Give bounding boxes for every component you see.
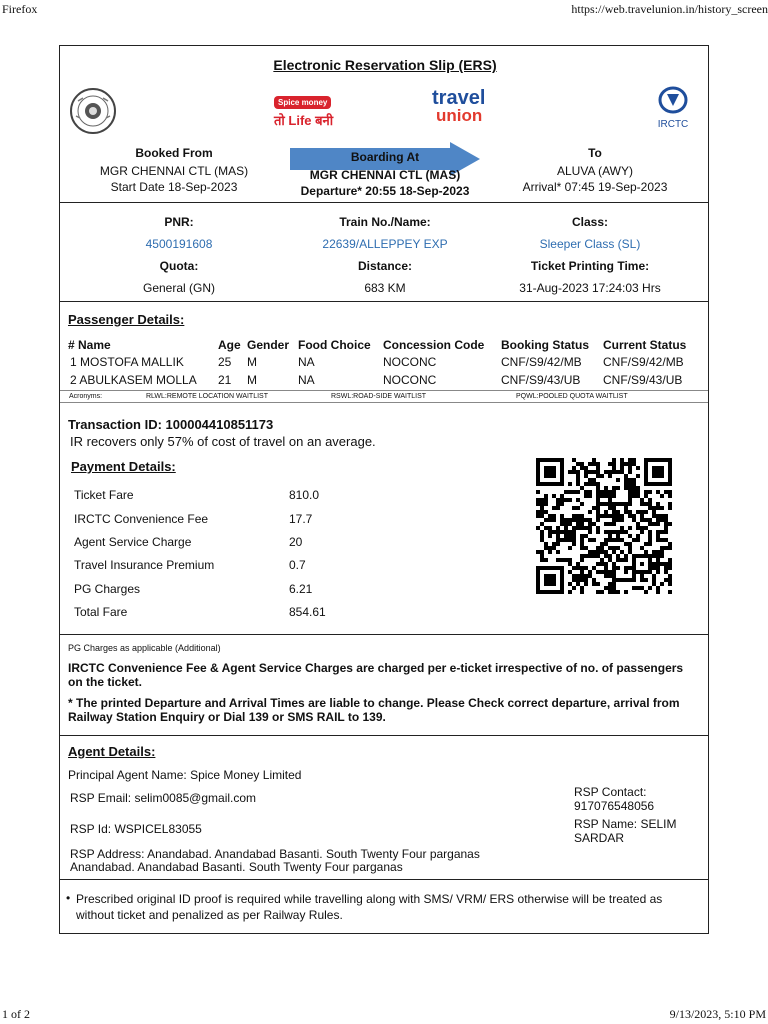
divider xyxy=(60,735,708,736)
ers-ticket xyxy=(59,45,709,934)
agent-details-title: Agent Details: xyxy=(68,744,156,759)
col-gender: Gender xyxy=(247,338,290,352)
spice-money-logo xyxy=(274,92,338,126)
divider xyxy=(60,634,708,635)
acronyms-label: Acronyms: xyxy=(69,393,103,400)
divider xyxy=(60,202,708,203)
timing-note: * The printed Departure and Arrival Times are liable to change. Please Check correct departure, arrival from Railway Station Enquiry or Dial 139 or SMS RAIL to 139. xyxy=(68,696,680,724)
page-number: 1 of 2 xyxy=(2,1007,30,1021)
print-time-label: Ticket Printing Time: xyxy=(530,259,650,273)
col-name: # Name xyxy=(68,338,111,352)
col-booking-status: Booking Status xyxy=(501,338,590,352)
passenger-booking-status: CNF/S9/43/UB xyxy=(501,373,581,387)
train-label: Train No./Name: xyxy=(339,215,431,229)
convenience-fee-note: IRCTC Convenience Fee & Agent Service Charges are charged per e-ticket irrespective of no. of passengers on the ticket. xyxy=(68,661,684,689)
col-food: Food Choice xyxy=(298,338,371,352)
divider xyxy=(60,301,708,302)
rsp-contact: RSP Contact: 917076548056 xyxy=(574,785,655,813)
passenger-current-status: CNF/S9/43/UB xyxy=(603,373,683,387)
spice-money-badge: Spice money xyxy=(274,96,331,109)
passenger-booking-status: CNF/S9/42/MB xyxy=(501,355,582,369)
bullet-icon: • xyxy=(66,891,71,905)
print-time-value: 31-Aug-2023 17:24:03 Hrs xyxy=(519,281,661,295)
transaction-id: Transaction ID: 100004410851173 xyxy=(68,417,274,432)
boarding-label: Boarding At xyxy=(350,150,420,164)
rsp-address: RSP Address: Anandabad. Anandabad Basanti. South Twenty Four parganas Anandabad. Anandabad Basanti. South Twenty Four parganas xyxy=(70,847,480,874)
divider xyxy=(60,879,708,880)
to-label: To xyxy=(588,146,602,160)
pg-charges-note: PG Charges as applicable (Additional) xyxy=(68,643,221,653)
fare-item-label: IRCTC Convenience Fee xyxy=(74,512,209,526)
id-proof-note: Prescribed original ID proof is required while travelling along with SMS/ VRM/ ERS otherwise will be treated as without ticket and penalized as per Railway Rules. xyxy=(76,892,663,922)
fare-item-value: 6.21 xyxy=(289,582,313,596)
passenger-gender: M xyxy=(247,373,257,387)
spice-money-tagline: तो Life बनी xyxy=(274,113,334,128)
divider xyxy=(60,402,708,403)
distance-label: Distance: xyxy=(357,259,413,273)
qr-code xyxy=(536,457,672,595)
passenger-age: 21 xyxy=(218,373,232,387)
divider xyxy=(60,390,708,391)
class-label: Class: xyxy=(571,215,609,229)
col-concession: Concession Code xyxy=(383,338,485,352)
start-date: Start Date 18-Sep-2023 xyxy=(110,180,238,194)
passenger-age: 25 xyxy=(218,355,232,369)
rsp-name: RSP Name: SELIM SARDAR xyxy=(574,817,677,845)
acronym-rlwl: RLWL:REMOTE LOCATION WAITLIST xyxy=(146,393,268,400)
pnr-value: 4500191608 xyxy=(145,237,213,251)
acronym-rswl: RSWL:ROAD-SIDE WAITLIST xyxy=(331,393,427,400)
arrival-time: Arrival* 07:45 19-Sep-2023 xyxy=(522,180,668,194)
travel-union-logo xyxy=(432,88,512,130)
fare-item-label: Agent Service Charge xyxy=(74,535,192,549)
irctc-icon xyxy=(657,86,689,114)
passenger-concession: NOCONC xyxy=(383,373,437,387)
print-datetime: 9/13/2023, 5:10 PM xyxy=(669,1007,766,1021)
page-url[interactable]: https://web.travelunion.in/history_screen xyxy=(571,2,768,16)
passenger-food: NA xyxy=(298,355,315,369)
col-current-status: Current Status xyxy=(603,338,687,352)
train-value: 22639/ALLEPPEY EXP xyxy=(322,237,448,251)
class-value: Sleeper Class (SL) xyxy=(539,237,641,251)
travel-union-top: travel xyxy=(432,87,486,109)
boarding-station: MGR CHENNAI CTL (MAS) xyxy=(309,168,461,182)
passenger-name: 1 MOSTOFA MALLIK xyxy=(70,355,184,369)
to-station: ALUVA (AWY) xyxy=(556,164,634,178)
payment-details-title: Payment Details: xyxy=(71,459,176,474)
pnr-label: PNR: xyxy=(164,215,194,229)
railway-emblem-icon xyxy=(68,86,118,136)
booked-from-label: Booked From xyxy=(135,146,213,160)
principal-agent: Principal Agent Name: Spice Money Limited xyxy=(68,768,302,782)
distance-value: 683 KM xyxy=(364,281,406,295)
passenger-food: NA xyxy=(298,373,315,387)
irctc-label: IRCTC xyxy=(657,119,689,130)
acronym-pqwl: PQWL:POOLED QUOTA WAITLIST xyxy=(516,393,628,400)
fare-item-label: Total Fare xyxy=(74,605,128,619)
travel-union-bottom: union xyxy=(436,106,483,125)
fare-item-value: 17.7 xyxy=(289,512,313,526)
fare-item-label: Travel Insurance Premium xyxy=(74,558,215,572)
quota-label: Quota: xyxy=(159,259,199,273)
passenger-name: 2 ABULKASEM MOLLA xyxy=(70,373,197,387)
ir-recovery-note: IR recovers only 57% of cost of travel on an average. xyxy=(70,434,376,449)
fare-item-value: 810.0 xyxy=(289,488,320,502)
booked-from-station: MGR CHENNAI CTL (MAS) xyxy=(99,164,249,178)
departure-time: Departure* 20:55 18-Sep-2023 xyxy=(300,184,470,198)
passenger-concession: NOCONC xyxy=(383,355,437,369)
fare-item-label: PG Charges xyxy=(74,582,141,596)
browser-name: Firefox xyxy=(2,2,38,16)
quota-value: General (GN) xyxy=(142,281,216,295)
fare-item-label: Ticket Fare xyxy=(74,488,134,502)
ers-title: Electronic Reservation Slip (ERS) xyxy=(273,57,497,73)
fare-item-value: 20 xyxy=(289,535,303,549)
col-age: Age xyxy=(218,338,241,352)
rsp-email: RSP Email: selim0085@gmail.com xyxy=(70,791,257,805)
fare-item-value: 854.61 xyxy=(289,605,326,619)
passenger-gender: M xyxy=(247,355,257,369)
irctc-logo xyxy=(652,86,694,134)
rsp-id: RSP Id: WSPICEL83055 xyxy=(70,822,202,836)
fare-item-value: 0.7 xyxy=(289,558,306,572)
passenger-current-status: CNF/S9/42/MB xyxy=(603,355,684,369)
passenger-details-title: Passenger Details: xyxy=(68,312,185,327)
